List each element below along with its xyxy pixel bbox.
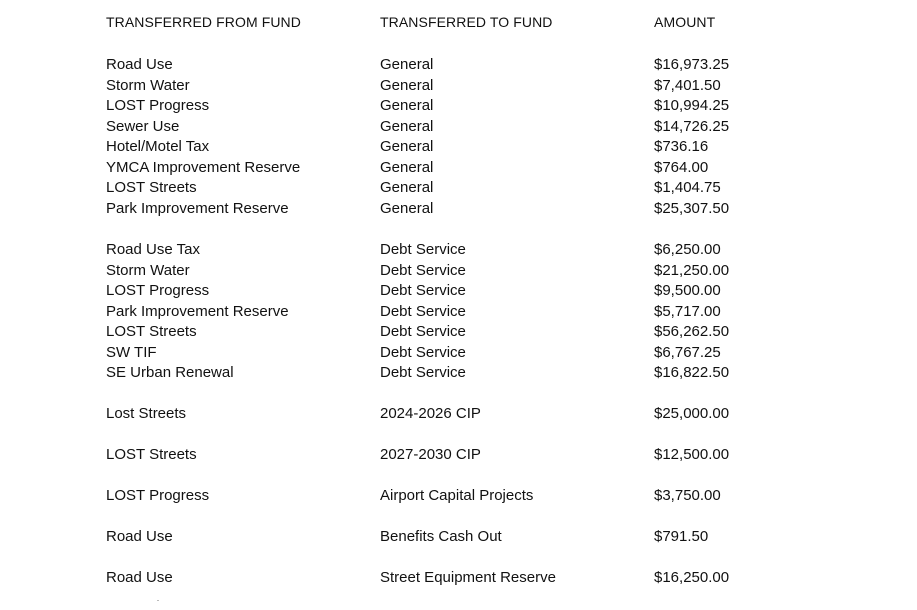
transfer-group (0, 55, 917, 219)
transfer-group (0, 445, 917, 466)
amount-cell: $16,250.00 (654, 569, 730, 586)
table-row (0, 117, 917, 138)
from-fund-cell: Road Use Tax (106, 241, 200, 258)
amount-cell: $56,262.50 (654, 323, 730, 340)
to-fund-cell: Debt Service (380, 343, 466, 361)
table-row (0, 76, 917, 97)
amount-cell: $3,750.00 (654, 487, 721, 504)
header-amount: AMOUNT (654, 14, 716, 30)
amount-cell: $21,250.00 (654, 261, 730, 279)
table-row (0, 199, 917, 220)
amount-cell: $9,500.00 (654, 282, 721, 299)
table-row (0, 568, 917, 589)
table-row (0, 445, 917, 466)
from-fund-cell: Sewer Use (106, 117, 180, 135)
to-fund-cell: General (380, 179, 434, 196)
table-row (0, 404, 917, 425)
to-fund-cell: General (380, 158, 434, 176)
to-fund-cell: Debt Service (380, 364, 466, 381)
amount-cell: $6,250.00 (654, 241, 721, 258)
amount-cell: $25,000.00 (654, 405, 730, 422)
header-from-fund: TRANSFERRED FROM FUND (106, 14, 301, 30)
to-fund-cell: General (380, 56, 434, 73)
amount-cell: $736.16 (654, 138, 709, 155)
table-row (0, 486, 917, 507)
to-fund-cell: Street Equipment Reserve (380, 569, 556, 586)
to-fund-cell: Benefits Cash Out (380, 528, 502, 545)
scan-speck (157, 600, 159, 601)
from-fund-cell: Road Use (106, 56, 173, 73)
from-fund-cell: Road Use (106, 569, 173, 586)
table-row (0, 302, 917, 323)
to-fund-cell: Debt Service (380, 282, 466, 299)
to-fund-cell: General (380, 97, 434, 114)
to-fund-cell: 2027-2030 CIP (380, 446, 481, 463)
amount-cell: $6,767.25 (654, 343, 721, 361)
from-fund-cell: Lost Streets (106, 405, 187, 422)
from-fund-cell: LOST Progress (106, 282, 210, 299)
table-row (0, 240, 917, 261)
to-fund-cell: Debt Service (380, 261, 466, 279)
from-fund-cell: LOST Streets (106, 323, 197, 340)
transfer-group (0, 240, 917, 384)
from-fund-cell: Storm Water (106, 76, 190, 94)
table-row (0, 527, 917, 548)
from-fund-cell: SE Urban Renewal (106, 364, 234, 381)
transfer-group (0, 568, 917, 589)
amount-cell: $14,726.25 (654, 117, 730, 135)
to-fund-cell: General (380, 76, 434, 94)
to-fund-cell: General (380, 117, 434, 135)
table-row (0, 158, 917, 179)
amount-cell: $10,994.25 (654, 97, 730, 114)
from-fund-cell: LOST Progress (106, 97, 210, 114)
to-fund-cell: Airport Capital Projects (380, 487, 534, 504)
table-header (0, 14, 917, 34)
table-row (0, 322, 917, 343)
from-fund-cell: Park Improvement Reserve (106, 199, 289, 217)
table-row (0, 96, 917, 117)
from-fund-cell: LOST Streets (106, 446, 197, 463)
table-row (0, 55, 917, 76)
to-fund-cell: Debt Service (380, 241, 466, 258)
from-fund-cell: Road Use (106, 528, 173, 545)
transfer-group (0, 486, 917, 507)
from-fund-cell: Hotel/Motel Tax (106, 138, 210, 155)
from-fund-cell: SW TIF (106, 343, 157, 361)
amount-cell: $12,500.00 (654, 446, 730, 463)
table-row (0, 261, 917, 282)
amount-cell: $764.00 (654, 158, 709, 176)
from-fund-cell: LOST Progress (106, 487, 210, 504)
table-row (0, 137, 917, 158)
amount-cell: $7,401.50 (654, 76, 721, 94)
table-row (0, 178, 917, 199)
table-row (0, 363, 917, 384)
amount-cell: $25,307.50 (654, 199, 730, 217)
amount-cell: $5,717.00 (654, 302, 721, 320)
table-row (0, 343, 917, 364)
amount-cell: $16,822.50 (654, 364, 730, 381)
transfer-group (0, 404, 917, 425)
transfer-group (0, 527, 917, 548)
to-fund-cell: Debt Service (380, 323, 466, 340)
amount-cell: $16,973.25 (654, 56, 730, 73)
header-to-fund: TRANSFERRED TO FUND (380, 14, 553, 30)
from-fund-cell: Park Improvement Reserve (106, 302, 289, 320)
to-fund-cell: General (380, 199, 434, 217)
amount-cell: $1,404.75 (654, 179, 721, 196)
to-fund-cell: Debt Service (380, 302, 466, 320)
from-fund-cell: LOST Streets (106, 179, 197, 196)
from-fund-cell: Storm Water (106, 261, 190, 279)
from-fund-cell: YMCA Improvement Reserve (106, 158, 301, 176)
to-fund-cell: General (380, 138, 434, 155)
to-fund-cell: 2024-2026 CIP (380, 405, 481, 422)
amount-cell: $791.50 (654, 528, 709, 545)
table-row (0, 281, 917, 302)
